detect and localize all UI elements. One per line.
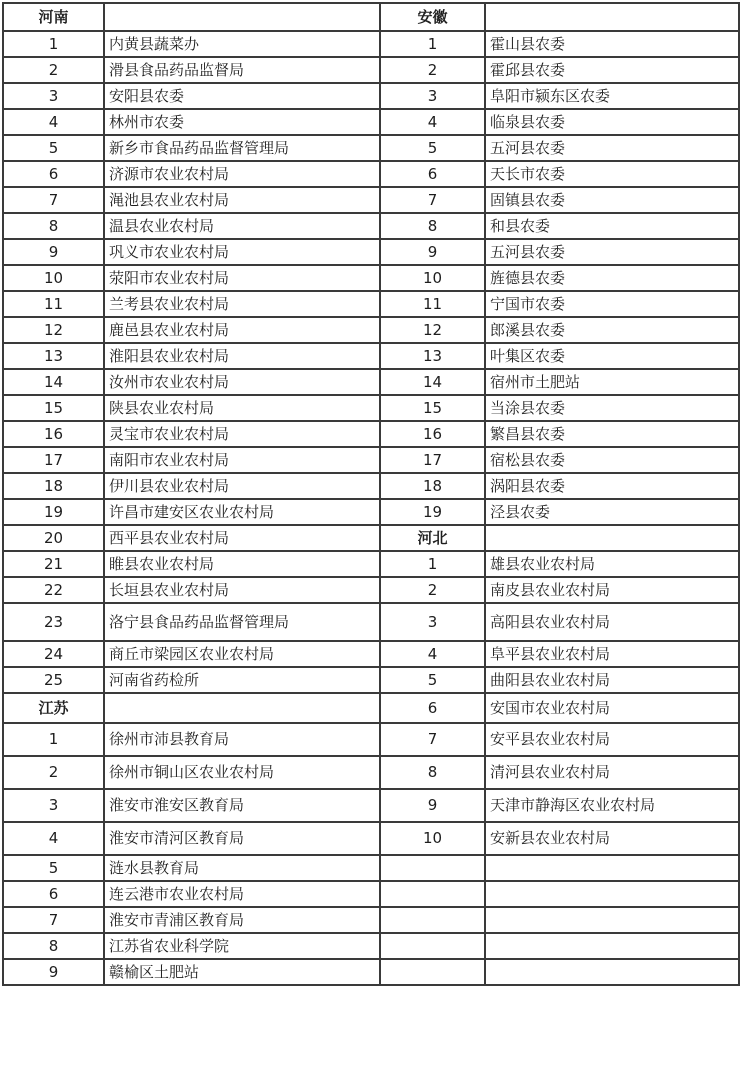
index-cell: 11 — [380, 291, 485, 317]
org-name-cell: 涡阳县农委 — [485, 473, 739, 499]
table-row — [3, 881, 739, 907]
org-name-cell — [485, 525, 739, 551]
index-cell: 13 — [380, 343, 485, 369]
org-name-cell — [485, 933, 739, 959]
org-name-cell — [485, 881, 739, 907]
table-row — [3, 667, 739, 693]
table-row — [3, 31, 739, 57]
table-row — [3, 3, 739, 31]
index-cell: 6 — [3, 161, 104, 187]
index-cell: 1 — [380, 551, 485, 577]
index-cell: 20 — [3, 525, 104, 551]
index-cell: 8 — [3, 213, 104, 239]
org-name-cell: 和县农委 — [485, 213, 739, 239]
table-row — [3, 83, 739, 109]
index-cell: 17 — [3, 447, 104, 473]
org-name-cell: 灵宝市农业农村局 — [104, 421, 380, 447]
org-name-cell: 郎溪县农委 — [485, 317, 739, 343]
index-cell: 24 — [3, 641, 104, 667]
org-name-cell: 旌德县农委 — [485, 265, 739, 291]
index-cell: 5 — [380, 135, 485, 161]
org-name-cell: 涟水县教育局 — [104, 855, 380, 881]
table-row — [3, 933, 739, 959]
org-name-cell: 叶集区农委 — [485, 343, 739, 369]
index-cell — [380, 881, 485, 907]
org-table-body — [3, 3, 739, 985]
org-name-cell: 南阳市农业农村局 — [104, 447, 380, 473]
table-row — [3, 291, 739, 317]
org-name-cell: 安新县农业农村局 — [485, 822, 739, 855]
org-name-cell: 淮安市清河区教育局 — [104, 822, 380, 855]
index-cell: 7 — [3, 907, 104, 933]
org-name-cell: 安平县农业农村局 — [485, 723, 739, 756]
org-name-cell — [104, 693, 380, 723]
org-name-cell: 济源市农业农村局 — [104, 161, 380, 187]
table-row — [3, 959, 739, 985]
org-name-cell: 霍山县农委 — [485, 31, 739, 57]
index-cell: 1 — [380, 31, 485, 57]
index-cell: 18 — [380, 473, 485, 499]
org-name-cell: 五河县农委 — [485, 135, 739, 161]
table-row — [3, 525, 739, 551]
org-name-cell: 温县农业农村局 — [104, 213, 380, 239]
org-name-cell: 清河县农业农村局 — [485, 756, 739, 789]
table-row — [3, 239, 739, 265]
org-name-cell: 宿州市土肥站 — [485, 369, 739, 395]
index-cell: 9 — [3, 959, 104, 985]
index-cell: 1 — [3, 31, 104, 57]
org-name-cell: 滑县食品药品监督局 — [104, 57, 380, 83]
org-name-cell: 当涂县农委 — [485, 395, 739, 421]
org-name-cell: 天津市静海区农业农村局 — [485, 789, 739, 822]
org-name-cell: 鹿邑县农业农村局 — [104, 317, 380, 343]
index-cell: 6 — [3, 881, 104, 907]
org-name-cell: 安国市农业农村局 — [485, 693, 739, 723]
org-name-cell: 天长市农委 — [485, 161, 739, 187]
index-cell: 14 — [3, 369, 104, 395]
index-cell: 15 — [380, 395, 485, 421]
index-cell: 4 — [380, 641, 485, 667]
table-row — [3, 161, 739, 187]
index-cell: 13 — [3, 343, 104, 369]
index-cell: 19 — [380, 499, 485, 525]
index-cell: 10 — [3, 265, 104, 291]
index-cell: 9 — [3, 239, 104, 265]
table-row — [3, 855, 739, 881]
index-cell: 5 — [3, 135, 104, 161]
index-cell: 12 — [380, 317, 485, 343]
org-name-cell: 固镇县农委 — [485, 187, 739, 213]
org-name-cell: 西平县农业农村局 — [104, 525, 380, 551]
index-cell: 3 — [3, 83, 104, 109]
org-name-cell: 睢县农业农村局 — [104, 551, 380, 577]
index-cell — [380, 907, 485, 933]
org-name-cell: 淮安市淮安区教育局 — [104, 789, 380, 822]
org-name-cell: 林州市农委 — [104, 109, 380, 135]
index-cell: 5 — [3, 855, 104, 881]
org-name-cell — [485, 855, 739, 881]
org-name-cell: 高阳县农业农村局 — [485, 603, 739, 641]
table-row — [3, 723, 739, 756]
index-cell: 3 — [3, 789, 104, 822]
index-cell: 12 — [3, 317, 104, 343]
index-cell: 2 — [380, 57, 485, 83]
table-row — [3, 907, 739, 933]
org-name-cell: 长垣县农业农村局 — [104, 577, 380, 603]
org-name-cell: 阜平县农业农村局 — [485, 641, 739, 667]
org-name-cell: 兰考县农业农村局 — [104, 291, 380, 317]
index-cell: 11 — [3, 291, 104, 317]
org-name-cell: 霍邱县农委 — [485, 57, 739, 83]
table-row — [3, 187, 739, 213]
table-row — [3, 551, 739, 577]
org-name-cell: 繁昌县农委 — [485, 421, 739, 447]
section-header-cell: 河南 — [3, 3, 104, 31]
table-row — [3, 369, 739, 395]
index-cell: 4 — [3, 822, 104, 855]
index-cell: 6 — [380, 693, 485, 723]
index-cell: 9 — [380, 789, 485, 822]
index-cell: 4 — [380, 109, 485, 135]
table-row — [3, 135, 739, 161]
table-row — [3, 822, 739, 855]
index-cell: 7 — [380, 187, 485, 213]
index-cell: 22 — [3, 577, 104, 603]
table-row — [3, 395, 739, 421]
index-cell: 2 — [3, 57, 104, 83]
index-cell: 7 — [3, 187, 104, 213]
org-name-cell: 淮阳县农业农村局 — [104, 343, 380, 369]
index-cell: 5 — [380, 667, 485, 693]
org-name-cell: 临泉县农委 — [485, 109, 739, 135]
index-cell: 16 — [380, 421, 485, 447]
index-cell: 3 — [380, 83, 485, 109]
index-cell: 8 — [380, 213, 485, 239]
table-row — [3, 421, 739, 447]
table-row — [3, 473, 739, 499]
index-cell: 8 — [380, 756, 485, 789]
table-row — [3, 57, 739, 83]
org-name-cell: 曲阳县农业农村局 — [485, 667, 739, 693]
org-name-cell: 泾县农委 — [485, 499, 739, 525]
index-cell — [380, 959, 485, 985]
org-name-cell — [485, 907, 739, 933]
org-name-cell: 商丘市梁园区农业农村局 — [104, 641, 380, 667]
index-cell — [380, 855, 485, 881]
index-cell: 2 — [3, 756, 104, 789]
org-name-cell: 安阳县农委 — [104, 83, 380, 109]
org-name-cell — [485, 959, 739, 985]
org-name-cell: 南皮县农业农村局 — [485, 577, 739, 603]
index-cell: 9 — [380, 239, 485, 265]
org-name-cell: 江苏省农业科学院 — [104, 933, 380, 959]
index-cell: 4 — [3, 109, 104, 135]
index-cell: 10 — [380, 265, 485, 291]
org-name-cell: 徐州市铜山区农业农村局 — [104, 756, 380, 789]
org-name-cell: 汝州市农业农村局 — [104, 369, 380, 395]
table-row — [3, 447, 739, 473]
table-row — [3, 343, 739, 369]
table-row — [3, 603, 739, 641]
index-cell: 15 — [3, 395, 104, 421]
org-name-cell: 渑池县农业农村局 — [104, 187, 380, 213]
section-header-cell: 安徽 — [380, 3, 485, 31]
org-name-cell: 雄县农业农村局 — [485, 551, 739, 577]
index-cell: 16 — [3, 421, 104, 447]
index-cell — [380, 933, 485, 959]
org-name-cell: 陕县农业农村局 — [104, 395, 380, 421]
org-name-cell: 五河县农委 — [485, 239, 739, 265]
index-cell: 1 — [3, 723, 104, 756]
table-row — [3, 641, 739, 667]
org-name-cell: 连云港市农业农村局 — [104, 881, 380, 907]
org-name-cell: 赣榆区土肥站 — [104, 959, 380, 985]
table-row — [3, 693, 739, 723]
org-name-cell: 宁国市农委 — [485, 291, 739, 317]
org-name-cell: 新乡市食品药品监督管理局 — [104, 135, 380, 161]
index-cell: 3 — [380, 603, 485, 641]
index-cell: 10 — [380, 822, 485, 855]
org-name-cell: 内黄县蔬菜办 — [104, 31, 380, 57]
index-cell: 6 — [380, 161, 485, 187]
table-row — [3, 213, 739, 239]
org-name-cell — [104, 3, 380, 31]
table-row — [3, 756, 739, 789]
index-cell: 2 — [380, 577, 485, 603]
org-name-cell: 荥阳市农业农村局 — [104, 265, 380, 291]
table-row — [3, 265, 739, 291]
org-name-cell: 巩义市农业农村局 — [104, 239, 380, 265]
table-row — [3, 789, 739, 822]
index-cell: 18 — [3, 473, 104, 499]
index-cell: 19 — [3, 499, 104, 525]
table-row — [3, 109, 739, 135]
section-header-cell: 河北 — [380, 525, 485, 551]
index-cell: 21 — [3, 551, 104, 577]
org-name-cell: 河南省药检所 — [104, 667, 380, 693]
index-cell: 25 — [3, 667, 104, 693]
index-cell: 17 — [380, 447, 485, 473]
org-name-cell: 宿松县农委 — [485, 447, 739, 473]
index-cell: 8 — [3, 933, 104, 959]
organization-table — [2, 2, 740, 986]
table-row — [3, 317, 739, 343]
org-name-cell: 淮安市青浦区教育局 — [104, 907, 380, 933]
index-cell: 7 — [380, 723, 485, 756]
index-cell: 14 — [380, 369, 485, 395]
org-name-cell: 阜阳市颍东区农委 — [485, 83, 739, 109]
org-name-cell: 徐州市沛县教育局 — [104, 723, 380, 756]
org-name-cell: 许昌市建安区农业农村局 — [104, 499, 380, 525]
index-cell: 23 — [3, 603, 104, 641]
table-row — [3, 499, 739, 525]
section-header-cell: 江苏 — [3, 693, 104, 723]
org-name-cell: 伊川县农业农村局 — [104, 473, 380, 499]
org-name-cell — [485, 3, 739, 31]
org-name-cell: 洛宁县食品药品监督管理局 — [104, 603, 380, 641]
table-row — [3, 577, 739, 603]
